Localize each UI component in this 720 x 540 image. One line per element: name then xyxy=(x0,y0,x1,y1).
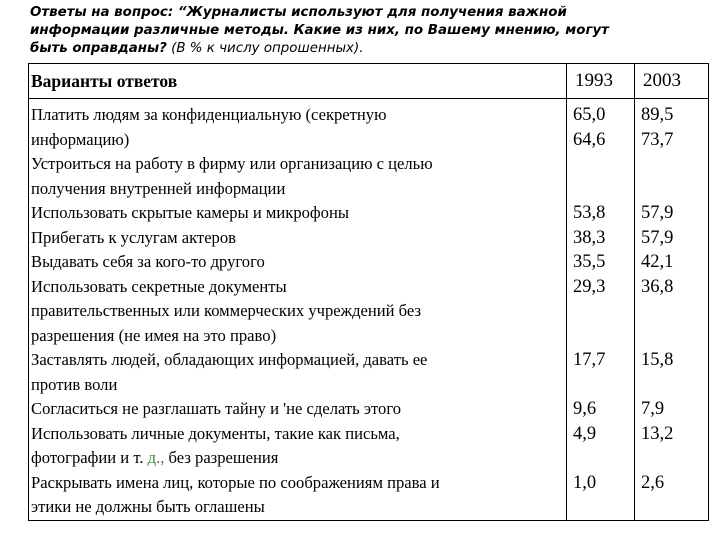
header-year-2003: 2003 xyxy=(635,64,709,99)
answer-option-line: против воли xyxy=(31,374,118,394)
answer-option-line: Раскрывать имена лиц, которые по соображениям права и xyxy=(31,472,440,492)
heading-line-3-main: быть оправданы? xyxy=(30,41,167,56)
value-2003: 57,9 xyxy=(641,203,674,223)
heading-line-3-suffix: (В % к числу опрошенных). xyxy=(166,41,364,56)
value-1993: 1,0 xyxy=(573,472,597,493)
answer-option-cell xyxy=(29,99,567,202)
value-1993-cell xyxy=(567,397,635,471)
table-header-row xyxy=(29,64,709,99)
heading-line-3 xyxy=(30,40,690,58)
table-row xyxy=(29,99,709,202)
value-2003-cell xyxy=(635,348,709,397)
value-2003: 7,9 xyxy=(641,399,665,419)
value-1993-cell xyxy=(567,348,635,397)
value-1993-cell xyxy=(567,471,635,521)
table-row xyxy=(29,348,709,397)
value-2003: 57,9 xyxy=(641,227,674,248)
answer-option-line: правительственных или коммерческих учреждений без xyxy=(31,301,422,320)
survey-results-table xyxy=(28,63,709,521)
answer-option-line: этики не должны быть оглашены xyxy=(31,497,265,516)
value-1993: 35,5 xyxy=(573,252,606,272)
table-row xyxy=(29,397,709,471)
value-2003: 2,6 xyxy=(641,472,665,493)
value-1993: 29,3 xyxy=(573,276,606,297)
value-1993: 65,0 xyxy=(573,105,606,125)
value-2003: 36,8 xyxy=(641,276,674,297)
value-1993: 9,6 xyxy=(573,399,597,419)
table-body xyxy=(29,99,709,521)
heading-line-2: информации различные методы. Какие из них, по Вашему мнению, могут xyxy=(30,23,609,38)
value-1993: 64,6 xyxy=(573,129,606,150)
answer-option-line: информацию) xyxy=(31,129,130,149)
answer-option-line: Использовать секретные документы xyxy=(31,276,287,296)
survey-question-heading xyxy=(30,4,690,58)
answer-option-line: Устроиться на работу в фирму или организацию с целью xyxy=(31,154,433,173)
value-1993: 53,8 xyxy=(573,203,606,223)
table-row xyxy=(29,201,709,348)
answer-option-line: разрешения (не имея на это право) xyxy=(31,325,277,345)
answer-option-line: Согласиться не разглашать тайну и 'не сделать этого xyxy=(31,399,402,418)
value-1993: 4,9 xyxy=(573,423,597,444)
answer-option-line: Прибегать к услугам актеров xyxy=(31,227,236,247)
answer-option-line: Платить людям за конфиденциальную (секретную xyxy=(31,105,387,124)
answer-option-cell xyxy=(29,471,567,521)
value-2003: 15,8 xyxy=(641,350,674,370)
value-2003: 13,2 xyxy=(641,423,674,444)
answer-option-line: Выдавать себя за кого-то другого xyxy=(31,252,265,271)
value-2003: 42,1 xyxy=(641,252,674,272)
answer-option-line: Использовать скрытые камеры и микрофоны xyxy=(31,203,349,222)
heading-line-1: Ответы на вопрос: “Журналисты используют для получения важной xyxy=(30,5,567,20)
value-1993-cell xyxy=(567,201,635,348)
answer-option-line: Заставлять людей, обладающих информацией, давать ее xyxy=(31,350,428,369)
answer-option-cell xyxy=(29,201,567,348)
answer-option-cell xyxy=(29,397,567,471)
value-2003-cell xyxy=(635,397,709,471)
value-1993: 38,3 xyxy=(573,227,606,248)
answer-option-line: фотографии и т. д., без разрешения xyxy=(31,448,279,467)
value-1993: 17,7 xyxy=(573,350,606,370)
value-2003-cell xyxy=(635,201,709,348)
value-2003-cell xyxy=(635,99,709,202)
value-2003: 73,7 xyxy=(641,129,674,150)
answer-option-line: получения внутренней информации xyxy=(31,178,286,198)
header-answer-options: Варианты ответов xyxy=(29,64,567,99)
value-2003-cell xyxy=(635,471,709,521)
answer-option-cell xyxy=(29,348,567,397)
value-2003: 89,5 xyxy=(641,105,674,125)
header-year-1993: 1993 xyxy=(567,64,635,99)
answer-option-line: Использовать личные документы, такие как письма, xyxy=(31,423,400,443)
table-row xyxy=(29,471,709,521)
value-1993-cell xyxy=(567,99,635,202)
